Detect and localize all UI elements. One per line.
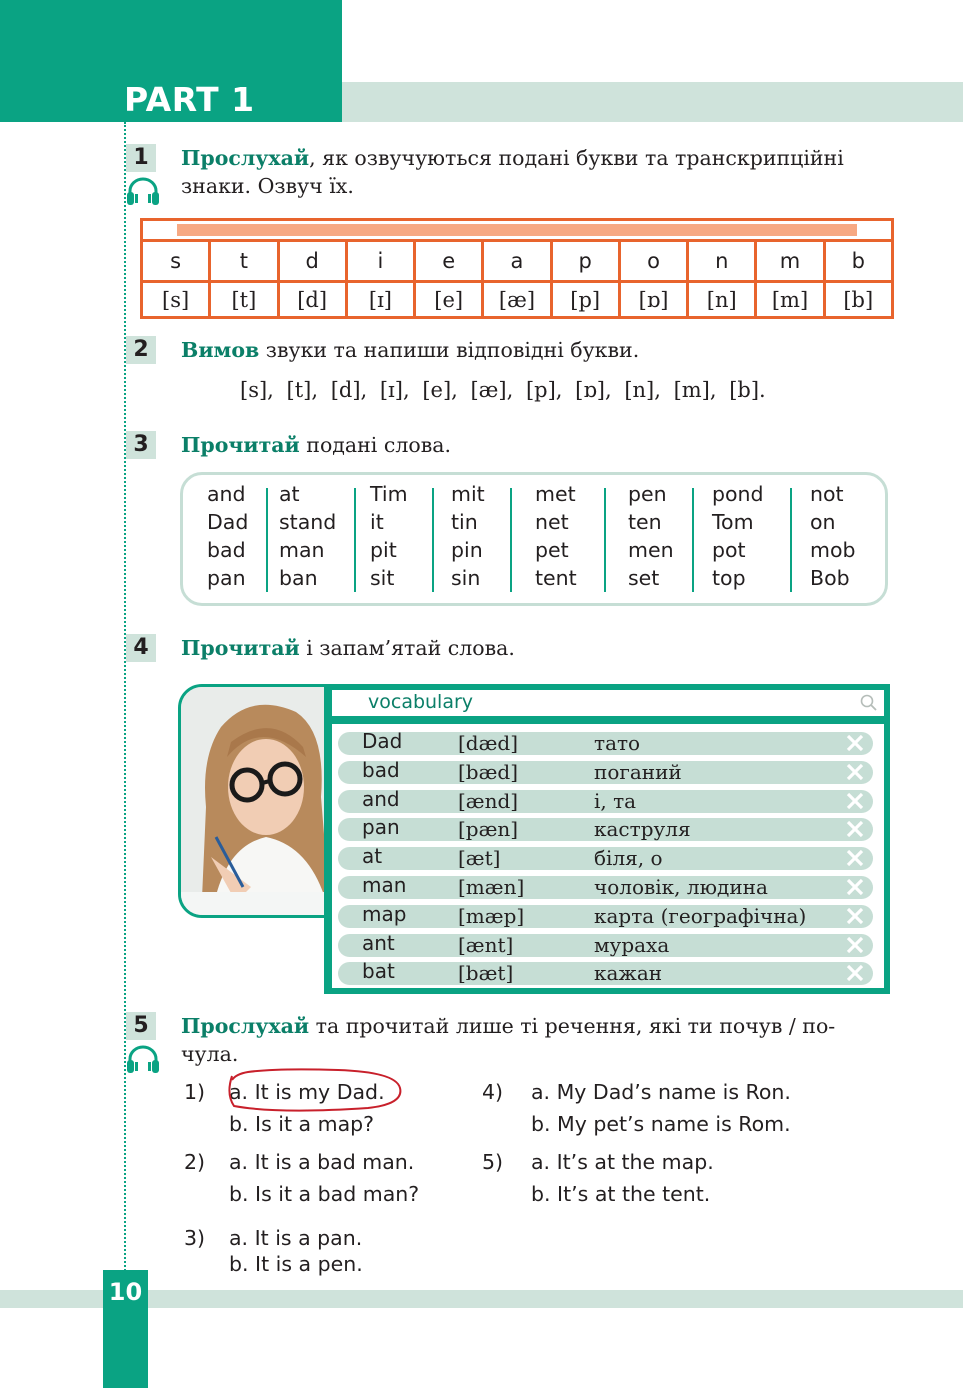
vocab-word: man [362, 873, 407, 897]
task-number: 5 [126, 1012, 156, 1040]
vocabulary-row[interactable] [338, 757, 873, 784]
transcription-cell: [s] [143, 283, 211, 316]
vocabulary-row[interactable] [338, 873, 873, 899]
task-number: 1 [126, 144, 156, 172]
sentence-option[interactable]: a. It is a pan. [229, 1226, 363, 1250]
word: pet [535, 538, 569, 562]
word: Tim [370, 482, 408, 506]
word: men [628, 538, 674, 562]
vocabulary-row[interactable] [338, 815, 873, 842]
close-icon[interactable] [843, 961, 867, 985]
vocab-word: bat [362, 959, 395, 984]
task1-text: , як озвучуються подані букви та транскрипційні [309, 146, 844, 170]
word: tent [535, 566, 577, 590]
word-column [712, 480, 764, 592]
vocab-word: at [362, 844, 383, 869]
transcription-cell: [e] [416, 283, 484, 316]
letter-cell: d [280, 242, 348, 280]
word: ten [628, 510, 662, 534]
task3-instruction [181, 431, 901, 459]
vocab-word: pan [362, 815, 400, 840]
word: pan [207, 566, 246, 590]
letters-row [143, 242, 891, 283]
sounds-list: [s], [t], [d], [ɪ], [e], [æ], [p], [ɒ], [n], [m], [b]. [240, 378, 766, 402]
letter-cell: n [689, 242, 757, 280]
word: on [810, 510, 836, 534]
letter-cell: i [348, 242, 416, 280]
task5-verb: Прослухай [181, 1014, 310, 1038]
vocab-transcription: [bæt] [458, 961, 514, 986]
vocab-translation: чоловік, людина [594, 875, 768, 899]
word: it [370, 510, 384, 534]
vocab-translation: поганий [594, 759, 682, 784]
sentence-option[interactable]: b. Is it a bad man? [229, 1182, 420, 1206]
sentence-option[interactable]: b. Is it a map? [229, 1112, 375, 1136]
column-divider [354, 488, 356, 592]
word: sin [451, 566, 481, 590]
word: Dad [207, 510, 249, 534]
sentence-option[interactable]: a. My Dad’s name is Ron. [531, 1080, 791, 1104]
word: at [279, 482, 300, 506]
task4-verb: Прочитай [181, 636, 300, 660]
close-icon[interactable] [843, 817, 867, 841]
task-number: 2 [126, 336, 156, 364]
letter-cell: p [553, 242, 621, 280]
word: pond [712, 482, 764, 506]
vocab-transcription: [pæn] [458, 817, 519, 842]
vocab-word: map [362, 901, 407, 926]
word-column [810, 480, 856, 592]
item-number: 2) [184, 1150, 206, 1174]
word: net [535, 510, 569, 534]
table-top-bar [143, 221, 891, 242]
word: ban [279, 566, 318, 590]
transcription-cell: [m] [757, 283, 825, 316]
vocab-translation: і, та [594, 788, 637, 813]
vocab-word: bad [362, 757, 400, 782]
headphones-icon[interactable] [126, 1044, 160, 1074]
letter-cell: a [484, 242, 552, 280]
close-icon[interactable] [843, 760, 867, 784]
column-divider [790, 488, 792, 592]
dotted-margin-line [124, 122, 126, 1282]
word: Bob [810, 566, 850, 590]
word: and [207, 482, 246, 506]
letter-cell: o [621, 242, 689, 280]
girl-studying-photo [178, 684, 338, 918]
vocab-word: and [362, 786, 400, 811]
vocabulary-row[interactable] [338, 901, 873, 928]
word: mob [810, 538, 856, 562]
word: pit [370, 538, 397, 562]
letter-cell: b [851, 249, 865, 273]
word: pot [712, 538, 746, 562]
word-column [207, 480, 248, 592]
word: met [535, 482, 576, 506]
word: pin [451, 538, 483, 562]
page-number: 10 [108, 1278, 143, 1306]
vocab-translation: каструля [594, 817, 691, 842]
transcription-cell: [p] [553, 283, 621, 316]
transcriptions-row [143, 283, 891, 316]
task5-text-line2: чула. [181, 1042, 239, 1066]
column-divider [432, 488, 434, 592]
vocab-transcription: [ænd] [458, 788, 519, 813]
task-number: 4 [126, 634, 156, 662]
sentence-option[interactable]: a. It is my Dad. [229, 1080, 385, 1104]
word: sit [370, 566, 395, 590]
vocab-word: Dad [362, 729, 403, 753]
vocab-transcription: [mæn] [458, 875, 525, 899]
transcription-cell: [æ] [484, 283, 552, 316]
task2-text: звуки та напиши відповідні букви. [259, 338, 640, 362]
item-number: 1) [184, 1080, 206, 1104]
task-number: 3 [126, 431, 156, 459]
transcription-cell: [n] [689, 283, 757, 316]
word: tin [451, 510, 478, 534]
letter-cell: s [143, 242, 211, 280]
close-icon[interactable] [843, 933, 867, 957]
word: stand [279, 510, 337, 534]
item-number: 3) [184, 1226, 206, 1250]
close-icon[interactable] [843, 904, 867, 928]
task3-text: подані слова. [299, 433, 452, 457]
column-divider [266, 488, 268, 592]
vocabulary-row[interactable] [338, 844, 873, 871]
task5-instruction [181, 1012, 901, 1068]
part-title: PART 1 [124, 80, 255, 119]
close-icon[interactable] [843, 789, 867, 813]
task1-text-line2: знаки. Озвуч їх. [181, 174, 354, 198]
sentence-option[interactable]: b. My pet’s name is Rom. [531, 1112, 791, 1136]
vocab-translation: кажан [594, 961, 663, 986]
word: top [712, 566, 746, 590]
letters-table [140, 218, 894, 319]
headphones-icon[interactable] [126, 176, 160, 206]
letter-cell: m [757, 242, 825, 280]
vocabulary-row[interactable] [338, 930, 873, 957]
word: Tom [712, 510, 754, 534]
sentence-option[interactable]: a. It’s at the map. [531, 1150, 714, 1174]
transcription-cell: [t] [211, 283, 279, 316]
red-circle-annotation [218, 1064, 408, 1114]
word: mit [451, 482, 485, 506]
search-label: vocabulary [368, 691, 474, 713]
word: not [810, 482, 844, 506]
task2-verb: Вимов [181, 338, 260, 362]
vocab-transcription: [dæd] [458, 731, 519, 755]
column-divider [510, 488, 512, 592]
vocab-transcription: [æt] [458, 846, 501, 871]
vocabulary-row[interactable] [338, 959, 873, 986]
vocabulary-row[interactable] [338, 786, 873, 813]
word-column [279, 480, 336, 592]
transcription-cell: [b] [843, 287, 874, 312]
vocab-transcription: [bæd] [458, 759, 519, 784]
word: set [628, 566, 660, 590]
word: pen [628, 482, 667, 506]
task2-instruction [181, 336, 901, 364]
letter-cell: t [211, 242, 279, 280]
close-icon[interactable] [843, 731, 867, 755]
vocabulary-search-bar[interactable] [332, 690, 884, 716]
vocab-translation: мураха [594, 932, 670, 957]
word-column [535, 480, 577, 592]
header-light-band [342, 82, 963, 122]
vocab-translation: біля, о [594, 846, 663, 871]
close-icon[interactable] [843, 846, 867, 870]
search-icon[interactable] [860, 694, 878, 712]
close-icon[interactable] [843, 875, 867, 899]
task5-text: та прочитай лише ті речення, які ти почув / по- [309, 1014, 836, 1038]
item-number: 4) [482, 1080, 504, 1104]
column-divider [692, 488, 694, 592]
item-number: 5) [482, 1150, 504, 1174]
task4-instruction [181, 634, 901, 662]
sentence-option[interactable]: a. It is a bad man. [229, 1150, 415, 1174]
word-column [451, 480, 485, 592]
letter-cell: e [416, 242, 484, 280]
vocab-translation: карта (географічна) [594, 903, 807, 928]
transcription-cell: [ɪ] [348, 283, 416, 316]
column-divider [604, 488, 606, 592]
task1-verb: Прослухай [181, 146, 310, 170]
word: bad [207, 538, 246, 562]
word: man [279, 538, 325, 562]
word-column [628, 480, 674, 592]
task3-verb: Прочитай [181, 433, 300, 457]
transcription-cell: [d] [280, 283, 348, 316]
vocab-word: ant [362, 930, 395, 955]
sentence-option[interactable]: b. It’s at the tent. [531, 1182, 711, 1206]
vocab-transcription: [ænt] [458, 932, 514, 957]
vocab-translation: тато [594, 731, 641, 755]
word-column [370, 480, 408, 592]
vocab-transcription: [mæp] [458, 903, 525, 928]
vocabulary-row[interactable] [338, 729, 873, 755]
task1-instruction [181, 144, 901, 200]
task4-text: і запам’ятай слова. [299, 636, 515, 660]
sentence-option[interactable]: b. It is a pen. [229, 1252, 363, 1276]
transcription-cell: [ɒ] [621, 283, 689, 316]
